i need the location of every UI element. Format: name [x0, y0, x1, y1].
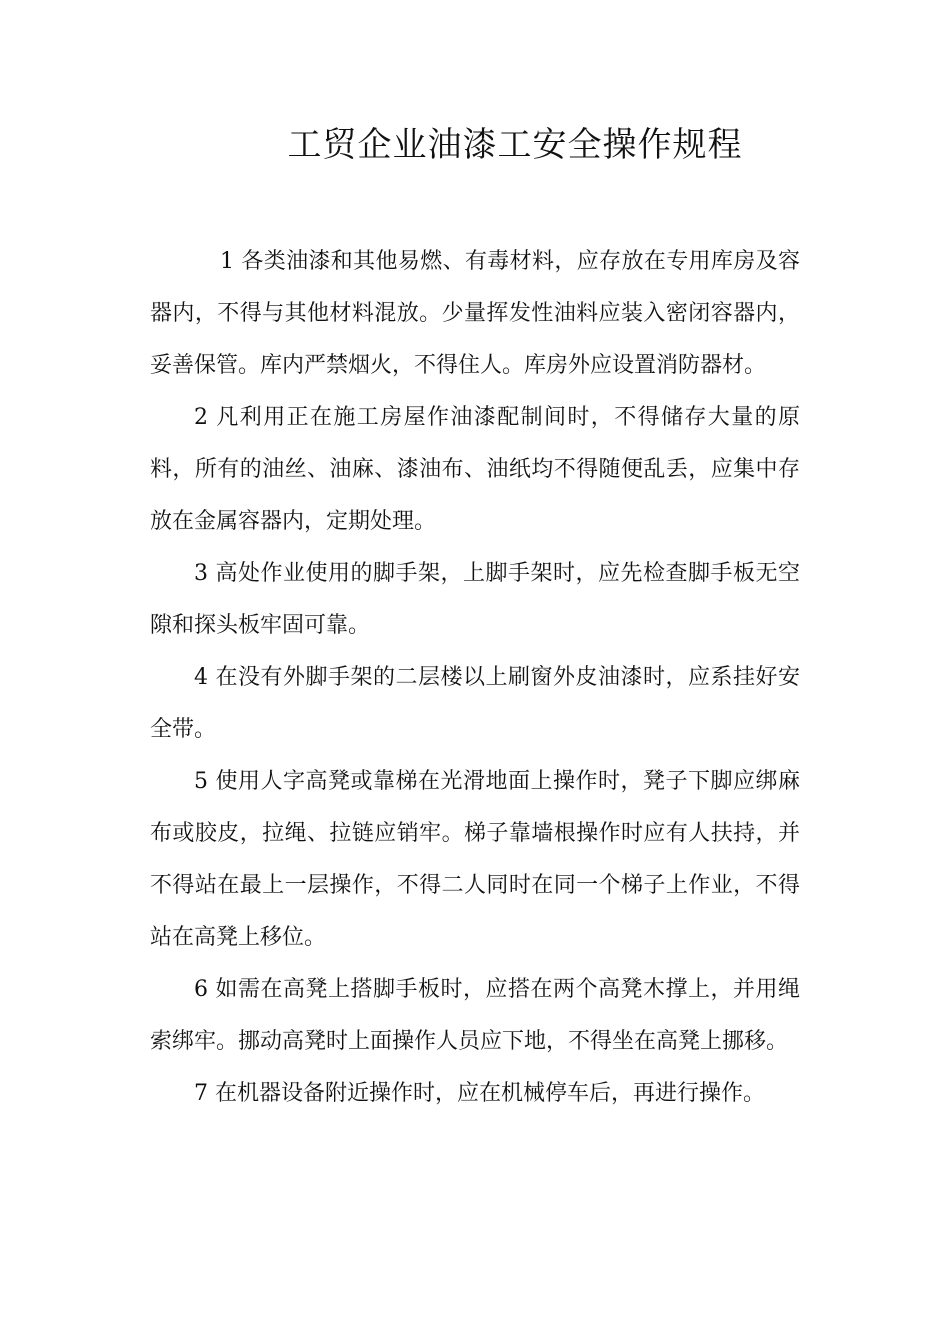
paragraph-4: 4 在没有外脚手架的二层楼以上刷窗外皮油漆时，应系挂好安全带。 [150, 665, 800, 742]
paragraph-3: 3 高处作业使用的脚手架，上脚手架时，应先检查脚手板无空隙和探头板牢固可靠。 [150, 561, 800, 638]
paragraph-1: 1 各类油漆和其他易燃、有毒材料，应存放在专用库房及容器内，不得与其他材料混放。少量挥发性油料应装入密闭容器内，妥善保管。库内严禁烟火，不得住人。库房外应设置消防器材。 [150, 249, 800, 378]
paragraph-5: 5 使用人字高凳或靠梯在光滑地面上操作时，凳子下脚应绑麻布或胶皮，拉绳、拉链应销牢。梯子靠墙根操作时应有人扶持，并不得站在最上一层操作，不得二人同时在同一个梯子上作业，不得站在高凳上移位。 [150, 769, 800, 950]
paragraph-2: 2 凡利用正在施工房屋作油漆配制间时，不得储存大量的原料，所有的油丝、油麻、漆油布、油纸均不得随便乱丢，应集中存放在金属容器内，定期处理。 [150, 405, 800, 534]
paragraph-7: 7 在机器设备附近操作时，应在机械停车后，再进行操作。 [194, 1081, 765, 1106]
document-title: 工贸企业油漆工安全操作规程 [287, 125, 743, 165]
paragraph-6: 6 如需在高凳上搭脚手板时，应搭在两个高凳木撑上，并用绳索绑牢。挪动高凳时上面操作人员应下地，不得坐在高凳上挪移。 [150, 977, 800, 1054]
document-body [150, 236, 800, 1120]
